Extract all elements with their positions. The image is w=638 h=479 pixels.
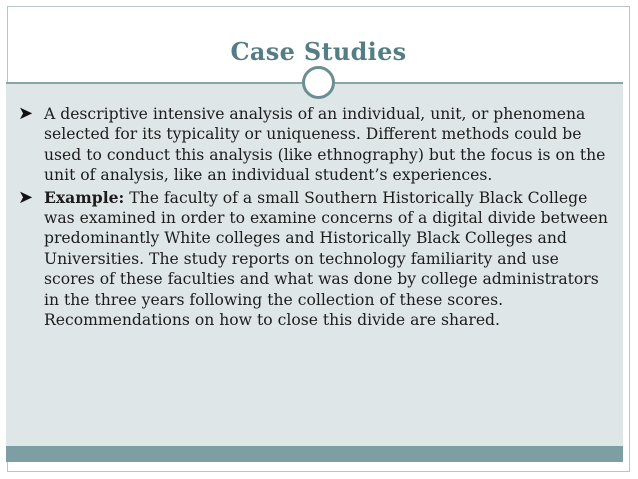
arrow-bullet-icon: ➤ xyxy=(18,103,34,124)
bullet-text: A descriptive intensive analysis of an individual, unit, or phenomena selected for its typicality or uniqueness. Different methods could be used to conduct this analysis (like ethnography) but the focus is on the unit of analysis, like an individual student’s experiences. xyxy=(44,105,606,185)
footer-bar xyxy=(6,446,623,462)
bullet-list xyxy=(14,104,614,332)
bullet-item xyxy=(14,104,614,186)
bullet-text: The faculty of a small Southern Historically Black College was examined in order to examine concerns of a digital divide between predominantly White colleges and Historically Black Colleges and Universities. The study reports on technology familiarity and use scores of these faculties and what was done by college administrators in the three years following the collection of these scores. Recommendations on how to close this divide are shared. xyxy=(44,188,608,330)
bullet-lead: Example: xyxy=(44,187,125,207)
slide-title: Case Studies xyxy=(230,37,407,66)
circle-ornament-icon xyxy=(302,66,335,99)
bullet-item xyxy=(14,188,614,331)
arrow-bullet-icon: ➤ xyxy=(18,186,34,208)
